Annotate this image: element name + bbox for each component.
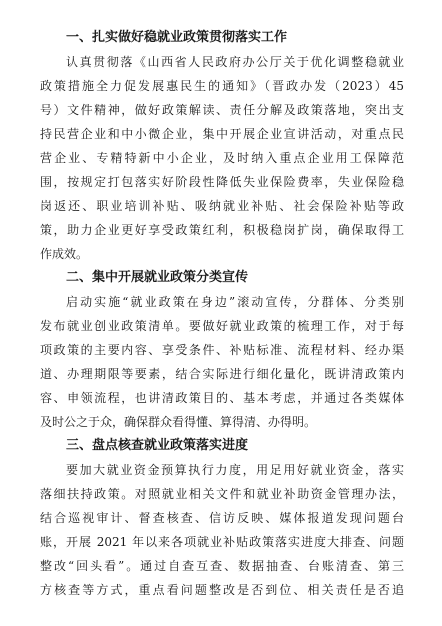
text-line: 围，按规定打包落实好阶段性降低失业保险费率，失业保险稳 <box>40 175 404 189</box>
section-body <box>40 458 404 602</box>
text-line: 作成效。 <box>40 247 89 261</box>
section-heading: 一、扎实做好稳就业政策贯彻落实工作 <box>66 30 288 45</box>
text-line: 及时公之于众，确保群众看得懂、算得清、办得明。 <box>40 415 317 429</box>
text-line: 岗返还、职业培训补贴、吸纳就业补贴、社会保险补贴等政 <box>40 199 404 213</box>
text-line: 项政策的主要内容、享受条件、补贴标准、流程材料、经办渠 <box>40 343 404 357</box>
text-line: 方核查等方式，重点看问题整改是否到位、相关责任是否追 <box>40 583 404 597</box>
document-page <box>40 26 404 602</box>
text-line: 政策措施全力促发展惠民生的通知》（晋政办发（2023）45 <box>40 79 404 93</box>
text-line: 整改“回头看”。通过自查互查、数据抽查、台账清查、第三 <box>40 559 404 573</box>
text-line: 要加大就业资金预算执行力度，用足用好就业资金，落实 <box>66 463 404 477</box>
text-line: 落细扶持政策。对照就业相关文件和就业补助资金管理办法， <box>40 487 404 501</box>
text-line: 营企业、专精特新中小企业，及时纳入重点企业用工保障范 <box>40 151 404 165</box>
text-line: 发布就业创业政策清单。要做好就业政策的梳理工作，对于每 <box>40 319 404 333</box>
text-line: 持民营企业和中小微企业，集中开展企业宣讲活动，对重点民 <box>40 127 404 141</box>
section-heading: 二、集中开展就业政策分类宣传 <box>66 270 249 285</box>
text-line: 启动实施“就业政策在身边”滚动宣传，分群体、分类别 <box>66 295 404 309</box>
section-body <box>40 290 404 434</box>
text-line: 认真贯彻落《山西省人民政府办公厅关于优化调整稳就业 <box>66 55 404 69</box>
text-line: 账，开展 2021 年以来各项就业补贴政策落实进度大排查、问题 <box>40 535 404 549</box>
text-line: 号）文件精神，做好政策解读、责任分解及政策落地，突出支 <box>40 103 404 117</box>
text-line: 道、办理期限等要素，结合实际进行细化量化，既讲清政策内 <box>40 367 404 381</box>
text-line: 策，助力企业更好享受政策红利，积极稳岗扩岗，确保取得工 <box>40 223 404 237</box>
section-body <box>40 50 404 266</box>
text-line: 结合巡视审计、督查核查、信访反映、媒体报道发现问题台 <box>40 511 404 525</box>
section-heading: 三、盘点核查就业政策落实进度 <box>66 438 249 453</box>
text-line: 容、申领流程，也讲清政策目的、基本考虑，并通过各类媒体 <box>40 391 404 405</box>
